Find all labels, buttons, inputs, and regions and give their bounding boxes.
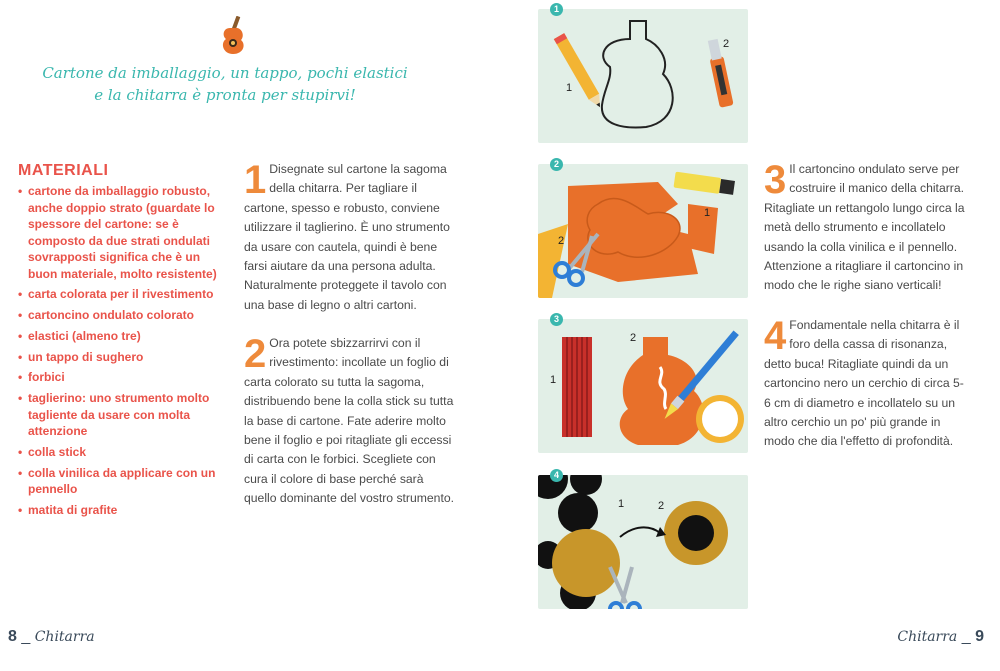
intro-line-1: Cartone da imballaggio, un tappo, pochi elastici [42, 64, 408, 82]
material-item: • carta colorata per il rivestimento [18, 286, 230, 303]
material-item: • cartone da imballaggio robusto, anche doppio strato (guardate lo spessore del cartone: se è composto da due strati ondulati sovrapposti significa che è un buon materiale, molto resistente) [18, 183, 230, 282]
guitar-outline-drawing [602, 21, 673, 127]
glue-pot-icon [696, 395, 744, 443]
step-number: 3 [764, 158, 787, 202]
panel-badge-3: 3 [550, 313, 563, 326]
material-item: • colla stick [18, 444, 230, 461]
material-item: • taglierino: uno strumento molto tagliente da usare con molta attenzione [18, 390, 230, 440]
panel-label: 2 [630, 332, 637, 344]
panel-label: 1 [704, 207, 711, 219]
footer-left: 8 _ Chitarra [8, 628, 95, 645]
step-4 [764, 316, 970, 452]
illustration-panel-4 [538, 475, 748, 609]
materials-title: MATERIALI [18, 162, 109, 179]
page-number-left: 8 [8, 628, 17, 645]
intro-text [40, 62, 410, 106]
footer-right: Chitarra _ 9 [897, 628, 984, 645]
step-text: Ora potete sbizzarrirvi con il rivestimento: incollate un foglio di carta colorato su tutta la sagoma, distribuendo bene la colla stick su tutta la base di cartone. Fate aderire molto bene il foglio e poi ritagliate gli eccessi di carta con le forbici. Scegliete con cura il colore di base perché sarà quello dominante del vostro strumento. [244, 336, 455, 506]
large-circle [552, 529, 620, 597]
panel-label: 2 [723, 38, 730, 50]
step-number: 2 [244, 332, 267, 376]
corrugated-card-icon [562, 337, 592, 437]
illustration-panel-1 [538, 9, 748, 143]
panel-label: 2 [658, 500, 665, 512]
step-number: 1 [244, 158, 267, 202]
material-item: • cartoncino ondulato colorato [18, 307, 230, 324]
step-number: 4 [764, 314, 787, 358]
illustration-panel-3 [538, 319, 748, 453]
guitar-icon [218, 16, 252, 58]
pencil-icon [554, 33, 605, 110]
panel-badge-2: 2 [550, 158, 563, 171]
glue-stick-icon [673, 172, 735, 196]
panel-label: 1 [550, 374, 557, 386]
step-1 [244, 160, 459, 315]
panel-badge-4: 4 [550, 469, 563, 482]
illustration-panel-2 [538, 164, 748, 298]
material-item: • matita di grafite [18, 502, 230, 519]
panel-label: 2 [558, 235, 565, 247]
step-3 [764, 160, 970, 296]
material-item: • forbici [18, 369, 230, 386]
material-item: • elastici (almeno tre) [18, 328, 230, 345]
arrow-icon [620, 527, 660, 537]
panel-badge-1: 1 [550, 3, 563, 16]
material-item: • un tappo di sughero [18, 349, 230, 366]
step-text: Disegnate sul cartone la sagoma della chitarra. Per tagliare il cartone, spesso e robusto, conviene utilizzare il taglierino. È uno strumento da usare con cautela, quindi è bene farsi aiutare da una persona adulta. Naturalmente proteggete il tavolo con una base di legno o altri cartoni. [244, 162, 450, 312]
page-number-right: 9 [975, 628, 984, 645]
box-cutter-icon [706, 38, 734, 107]
step-2 [244, 334, 459, 509]
step-text: Il cartoncino ondulato serve per costruire il manico della chitarra. Ritagliate un rettangolo lungo circa la metà dello strumento e incollatelo usando la colla vinilica e il pennello. Attenzione a ritagliare il cartoncino in modo che le righe siano verticali! [764, 162, 965, 293]
panel-label: 1 [566, 82, 573, 94]
scissors-icon [610, 567, 640, 609]
panel-label: 1 [618, 498, 625, 510]
materials-list [18, 183, 230, 523]
ring-inner [678, 515, 714, 551]
intro-line-2: e la chitarra è pronta per stupirvi! [94, 86, 356, 104]
footer-title-left: Chitarra [34, 629, 95, 645]
footer-title-right: Chitarra [897, 629, 958, 645]
material-item: • colla vinilica da applicare con un pennello [18, 465, 230, 498]
step-text: Fondamentale nella chitarra è il foro della cassa di risonanza, detto buca! Ritagliate quindi da un cartoncino nero un cerchio di circa 5-6 cm di diametro e incollatelo su un altro cerchio un po' più grande in modo che dia l'effetto di profondità. [764, 318, 964, 449]
